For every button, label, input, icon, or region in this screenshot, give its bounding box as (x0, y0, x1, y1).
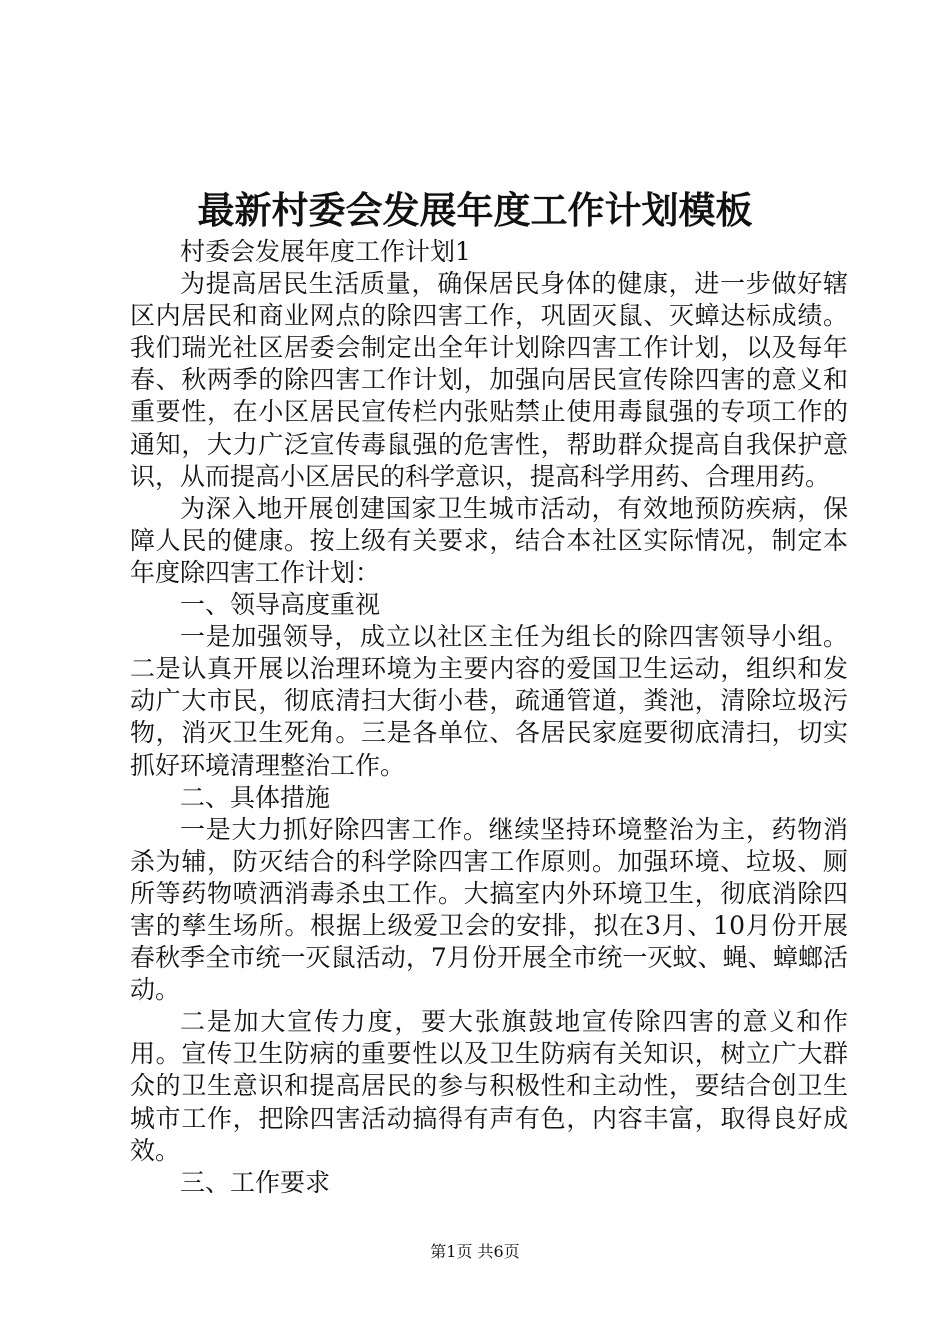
subtitle-paragraph: 村委会发展年度工作计划1 (180, 237, 471, 266)
body-paragraph: 一是大力抓好除四害工作。继续坚持环境整治为主，药物消杀为辅，防灭结合的科学除四害工作原则。加强环境、垃圾、厕所等药物喷洒消毒杀虫工作。大搞室内外环境卫生，彻底消除四害的孳生场所。根据上级爱卫会的安排，拟在3月、10月份开展春秋季全市统一灭鼠活动，7月份开展全市统一灭蚊、蝇、蟑螂活动。 (130, 814, 848, 1005)
document-title: 最新村委会发展年度工作计划模板 (197, 188, 753, 232)
body-paragraph: 为提高居民生活质量，确保居民身体的健康，进一步做好辖区内居民和商业网点的除四害工作，巩固灭鼠、灭蟑达标成绩。我们瑞光社区居委会制定出全年计划除四害工作计划，以及每年春、秋两季的除四害工作计划，加强向居民宣传除四害的意义和重要性，在小区居民宣传栏内张贴禁止使用毒鼠强的专项工作的通知，大力广泛宣传毒鼠强的危害性，帮助群众提高自我保护意识，从而提高小区居民的科学意识，提高科学用药、合理用药。 (130, 269, 848, 491)
body-paragraph: 为深入地开展创建国家卫生城市活动，有效地预防疾病，保障人民的健康。按上级有关要求，结合本社区实际情况，制定本年度除四害工作计划： (130, 493, 848, 587)
section-heading: 三、工作要求 (180, 1167, 331, 1197)
section-heading: 二、具体措施 (180, 782, 331, 812)
body-paragraph: 一是加强领导，成立以社区主任为组长的除四害领导小组。二是认真开展以治理环境为主要内容的爱国卫生运动，组织和发动广大市民，彻底清扫大街小巷，疏通管道，粪池，清除垃圾污物，消灭卫生死角。三是各单位、各居民家庭要彻底清扫，切实抓好环境清理整治工作。 (130, 622, 848, 780)
document-body (130, 236, 848, 1199)
section-heading: 一、领导高度重视 (180, 590, 381, 620)
body-paragraph: 二是加大宣传力度，要大张旗鼓地宣传除四害的意义和作用。宣传卫生防病的重要性以及卫生防病有关知识，树立广大群众的卫生意识和提高居民的参与积极性和主动性，要结合创卫生城市工作，把除四害活动搞得有声有色，内容丰富，取得良好成效。 (130, 1007, 848, 1165)
page-number-footer: 第1页 共6页 (430, 1242, 520, 1261)
